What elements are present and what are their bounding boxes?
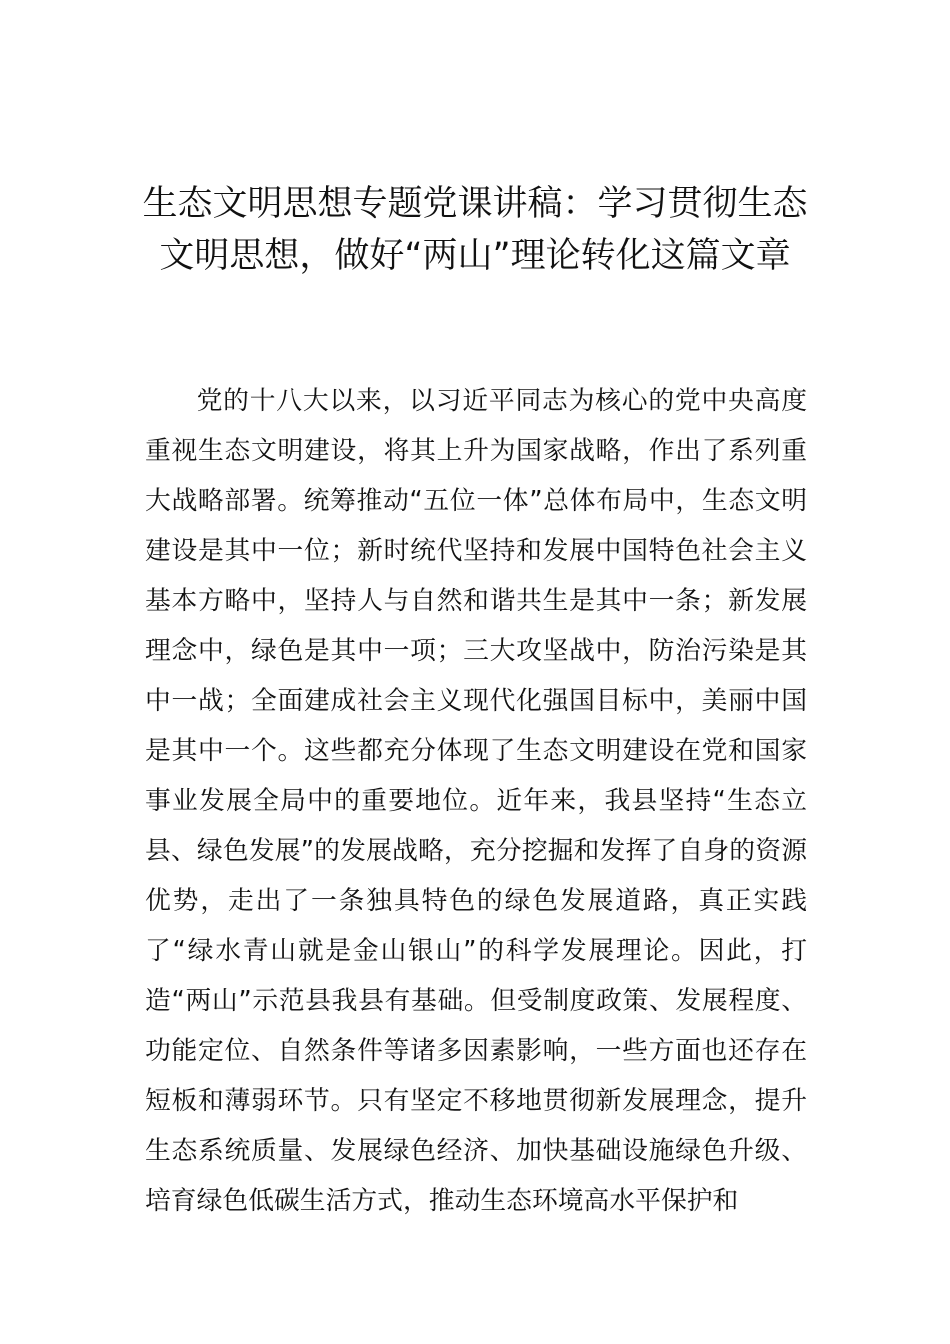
document-title: 生态文明思想专题党课讲稿：学习贯彻生态文明思想，做好“两山”理论转化这篇文章 <box>142 184 808 276</box>
body-paragraph: 党的十八大以来，以习近平同志为核心的党中央高度重视生态文明建设，将其上升为国家战略，作出了系列重大战略部署。统筹推动“五位一体”总体布局中，生态文明建设是其中一位；新时统代坚持和发展中国特色社会主义基本方略中，坚持人与自然和谐共生是其中一条；新发展理念中，绿色是其中一项；三大攻坚战中，防治污染是其中一战；全面建成社会主义现代化强国目标中，美丽中国是其中一个。这些都充分体现了生态文明建设在党和国家事业发展全局中的重要地位。近年来，我县坚持“生态立县、绿色发展”的发展战略，充分挖掘和发挥了自身的资源优势，走出了一条独具特色的绿色发展道路，真正实践了“绿水青山就是金山银山”的科学发展理论。因此，打造“两山”示范县我县有基础。但受制度政策、发展程度、功能定位、自然条件等诸多因素影响，一些方面也还存在短板和薄弱环节。只有坚定不移地贯彻新发展理念，提升生态系统质量、发展绿色经济、加快基础设施绿色升级、培育绿色低碳生活方式，推动生态环境高水平保护和 <box>145 386 807 1216</box>
